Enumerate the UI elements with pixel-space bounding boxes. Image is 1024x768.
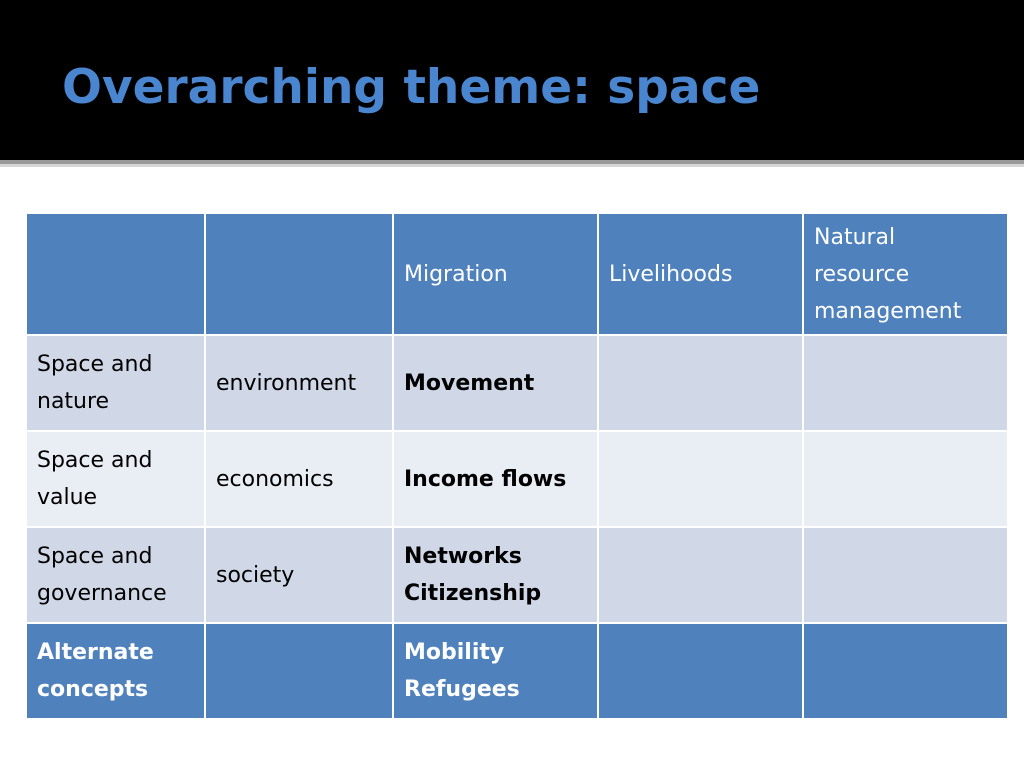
header-cell-empty-2 (205, 213, 393, 335)
concept-cell (26, 431, 205, 527)
domain-cell: economics (205, 431, 393, 527)
header-line: management (814, 298, 962, 324)
concept-line: nature (37, 389, 110, 414)
livelihoods-cell (598, 527, 803, 623)
livelihoods-cell (598, 335, 803, 431)
table-footer-row (26, 623, 1008, 719)
title-bar (0, 0, 1024, 160)
nrm-cell (803, 623, 1008, 719)
migration-line: Networks (404, 544, 522, 569)
migration-cell (393, 431, 598, 527)
concept-cell (26, 335, 205, 431)
table-row (26, 431, 1008, 527)
concept-line: governance (37, 581, 167, 606)
migration-line: Mobility (404, 640, 505, 665)
table-row (26, 527, 1008, 623)
migration-cell (393, 527, 598, 623)
concept-line: concepts (37, 677, 149, 702)
concept-cell (26, 623, 205, 719)
concept-cell (26, 527, 205, 623)
domain-cell: environment (205, 335, 393, 431)
concept-line: Space and (37, 544, 153, 569)
theme-table (25, 212, 1009, 720)
header-cell-natural-resource-management (803, 213, 1008, 335)
migration-line: Income flows (404, 466, 567, 492)
migration-line: Movement (404, 370, 535, 396)
table-header-row (26, 213, 1008, 335)
migration-line: Citizenship (404, 581, 542, 606)
livelihoods-cell (598, 623, 803, 719)
livelihoods-cell (598, 431, 803, 527)
concept-line: Space and (37, 448, 153, 473)
nrm-cell (803, 527, 1008, 623)
nrm-cell (803, 431, 1008, 527)
table-row (26, 335, 1008, 431)
nrm-cell (803, 335, 1008, 431)
migration-cell (393, 335, 598, 431)
header-line: Natural (814, 224, 896, 250)
concept-line: Space and (37, 352, 153, 377)
header-cell-empty-1 (26, 213, 205, 335)
domain-cell (205, 623, 393, 719)
concept-line: Alternate (37, 640, 154, 665)
header-cell-livelihoods: Livelihoods (598, 213, 803, 335)
title-divider-shadow (0, 164, 1024, 167)
migration-cell (393, 623, 598, 719)
concept-line: value (37, 485, 98, 510)
slide-title: Overarching theme: space (62, 60, 761, 115)
header-cell-migration: Migration (393, 213, 598, 335)
migration-line: Refugees (404, 677, 520, 702)
domain-cell: society (205, 527, 393, 623)
header-line: resource (814, 261, 910, 287)
